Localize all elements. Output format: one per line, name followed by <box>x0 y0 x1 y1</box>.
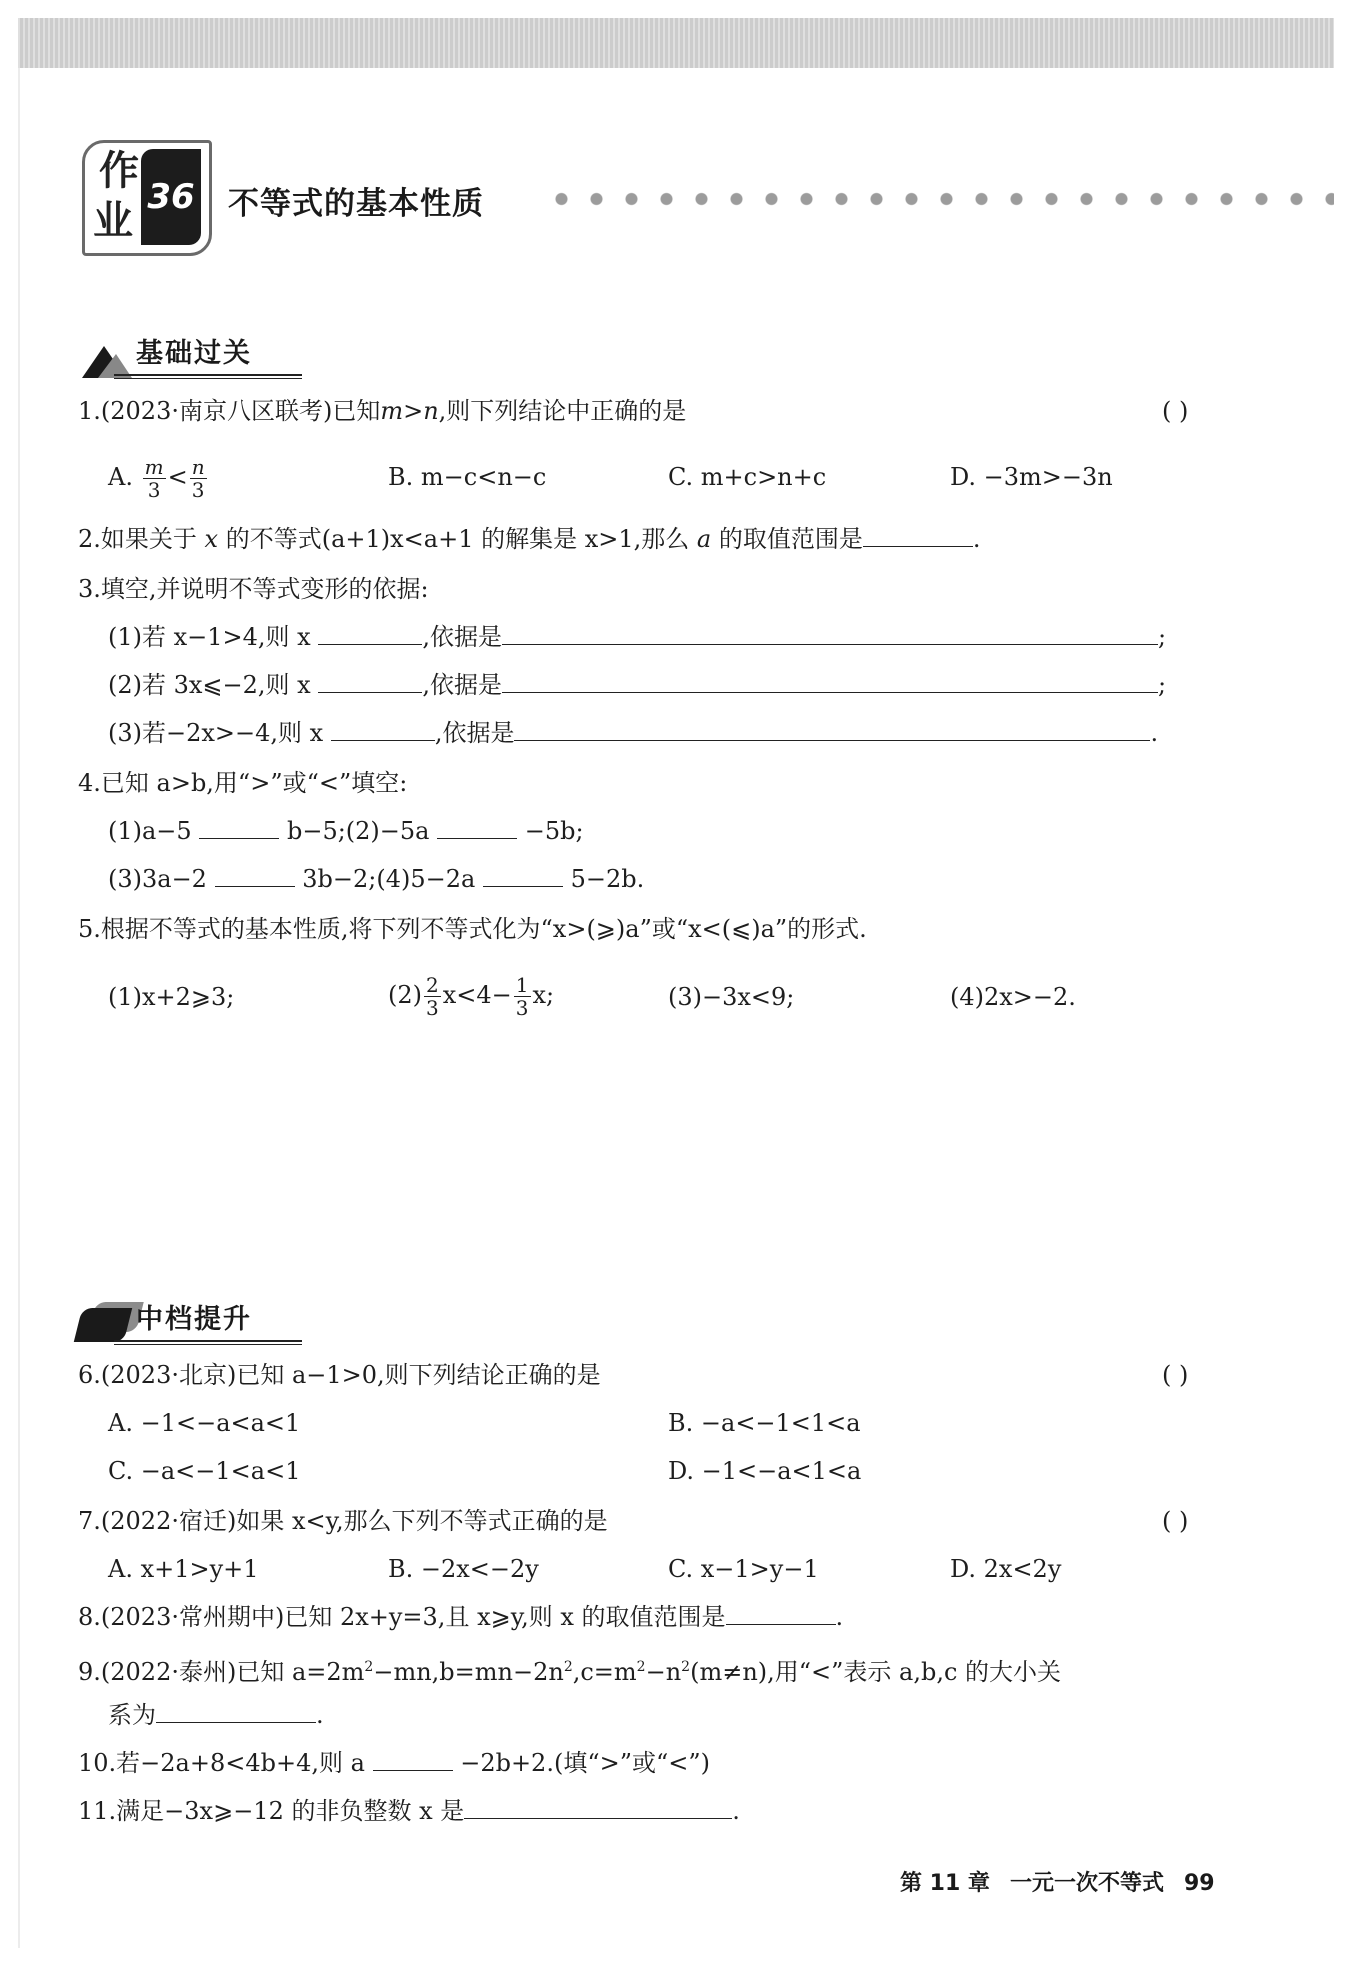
section-underline <box>114 374 302 376</box>
q10-text: −2b+2.(填“>”或“<”) <box>460 1749 710 1777</box>
denominator: 3 <box>147 478 161 502</box>
scan-top-band <box>18 18 1334 68</box>
question-5-stem: 5.根据不等式的基本性质,将下列不等式化为“x>(⩾)a”或“x<(⩽)a”的形式. <box>78 915 867 943</box>
answer-blank[interactable] <box>318 620 422 645</box>
q6-option-b: B. −a<−1<1<a <box>668 1409 861 1437</box>
question-9 <box>78 1650 1061 1689</box>
q11-text: 11.满足−3x⩾−12 的非负整数 x 是 <box>78 1797 465 1825</box>
q2-text: 的取值范围是 <box>718 525 863 553</box>
badge-number: 36 <box>141 149 201 245</box>
answer-blank[interactable] <box>373 1746 453 1771</box>
q1-option-b: B. m−c<n−c <box>388 463 547 491</box>
answer-blank[interactable] <box>215 862 295 887</box>
page-edge <box>18 68 20 1948</box>
q4-text: 5−2b. <box>570 865 645 893</box>
numerator: 2 <box>426 973 439 997</box>
chapter-title: 一元一次不等式 <box>1009 1871 1164 1896</box>
answer-blank[interactable] <box>483 862 563 887</box>
page-number: 99 <box>1183 1871 1215 1896</box>
q4-text: (3)3a−2 <box>108 865 207 893</box>
section-underline <box>114 1344 302 1345</box>
q2-text: 的不等式(a+1)x<a+1 的解集是 x>1,那么 <box>225 525 690 553</box>
punct: . <box>1150 719 1159 747</box>
period: . <box>972 525 981 553</box>
superscript: 2 <box>681 1659 691 1675</box>
variable-x: x <box>204 525 219 553</box>
q1-stem-tail: ,则下列结论中正确的是 <box>438 397 687 425</box>
punct: ; <box>1158 623 1167 651</box>
q3-basis: ,依据是 <box>434 719 515 747</box>
fraction <box>424 974 441 1019</box>
numerator: 1 <box>515 973 529 997</box>
q9-text: ,c=m <box>572 1658 637 1686</box>
section-underline <box>114 378 302 379</box>
q1-condition: m>n <box>380 397 439 425</box>
answer-blank[interactable] <box>726 1600 836 1625</box>
answer-blank[interactable] <box>464 1794 732 1819</box>
q5-part-4: (4)2x>−2. <box>950 983 1076 1011</box>
section-header-intermediate <box>78 1300 298 1346</box>
q7-option-d: D. 2x<2y <box>950 1555 1062 1583</box>
q9-text: (m≠n),用“<”表示 a,b,c 的大小关 <box>690 1658 1062 1686</box>
badge-char-top: 作 <box>99 148 139 194</box>
q7-option-b: B. −2x<−2y <box>388 1555 539 1583</box>
fraction <box>143 456 166 501</box>
section-underline <box>114 1340 302 1342</box>
period: . <box>732 1797 740 1825</box>
period: . <box>835 1603 844 1631</box>
section-header-basic <box>78 334 298 380</box>
q1-option-c: C. m+c>n+c <box>668 463 827 491</box>
q4-text: b−5;(2)−5a <box>286 817 430 845</box>
question-8 <box>78 1600 843 1634</box>
period: . <box>316 1701 324 1729</box>
q3-basis: ,依据是 <box>422 671 502 699</box>
q4-text: (1)a−5 <box>108 817 192 845</box>
q6-option-d: D. −1<−a<1<a <box>668 1457 862 1485</box>
answer-blank[interactable] <box>502 620 1158 645</box>
answer-paren: ( ) <box>1162 397 1189 425</box>
answer-blank[interactable] <box>437 814 517 839</box>
answer-blank[interactable] <box>199 814 279 839</box>
q10-text: 10.若−2a+8<4b+4,则 a <box>78 1749 365 1777</box>
dotted-divider <box>544 192 1334 206</box>
section-block-icon <box>74 1308 132 1342</box>
badge-char-bottom: 业 <box>93 198 133 244</box>
section-label: 中档提升 <box>136 1304 252 1335</box>
less-than: < <box>167 463 188 491</box>
question-10 <box>78 1746 710 1780</box>
superscript: 2 <box>563 1659 573 1675</box>
punct: ; <box>1158 671 1167 699</box>
q1-option-a <box>108 452 209 502</box>
q1-stem-text: 1.(2023·南京八区联考)已知 <box>78 397 381 425</box>
q4-text: −5b; <box>524 817 584 845</box>
denominator: 3 <box>191 478 205 502</box>
chapter-number: 第 11 章 <box>900 1871 990 1896</box>
answer-blank[interactable] <box>156 1698 316 1723</box>
page-title: 不等式的基本性质 <box>228 186 484 222</box>
numerator: m <box>144 455 164 479</box>
q4-text: 3b−2;(4)5−2a <box>302 865 476 893</box>
answer-paren: ( ) <box>1162 1361 1189 1389</box>
q6-option-c: C. −a<−1<a<1 <box>108 1457 301 1485</box>
answer-paren: ( ) <box>1162 1507 1189 1535</box>
fraction <box>190 456 207 501</box>
q8-text: 8.(2023·常州期中)已知 2x+y=3,且 x⩾y,则 x 的取值范围是 <box>78 1603 726 1631</box>
question-11 <box>78 1794 740 1828</box>
homework-badge <box>82 140 212 256</box>
q2-text: 2.如果关于 <box>78 525 197 553</box>
answer-blank[interactable] <box>863 522 973 547</box>
q5-text: (2) <box>388 981 422 1009</box>
q7-option-a: A. x+1>y+1 <box>108 1555 259 1583</box>
q3-text: (2)若 3x⩽−2,则 x <box>108 671 311 699</box>
section-label: 基础过关 <box>136 338 252 369</box>
denominator: 3 <box>515 996 529 1020</box>
q7-option-c: C. x−1>y−1 <box>668 1555 819 1583</box>
answer-blank[interactable] <box>502 668 1158 693</box>
q5-text: x<4− <box>442 981 512 1009</box>
answer-blank[interactable] <box>318 668 422 693</box>
question-7-stem: 7.(2022·宿迁)如果 x<y,那么下列不等式正确的是 <box>78 1507 608 1535</box>
question-1-stem <box>78 394 686 428</box>
q3-text: (3)若−2x>−4,则 x <box>108 719 324 747</box>
fraction <box>514 974 531 1019</box>
denominator: 3 <box>426 996 439 1020</box>
question-6-stem: 6.(2023·北京)已知 a−1>0,则下列结论正确的是 <box>78 1361 601 1389</box>
question-2 <box>78 522 981 556</box>
variable-a: a <box>696 525 712 553</box>
superscript: 2 <box>364 1659 374 1675</box>
q4-line-2 <box>108 862 644 896</box>
q9-text: 系为 <box>108 1701 156 1729</box>
q3-part-1 <box>108 620 1166 654</box>
question-3-stem: 3.填空,并说明不等式变形的依据: <box>78 575 429 603</box>
q5-part-2 <box>388 970 554 1020</box>
q3-text: (1)若 x−1>4,则 x <box>108 623 311 651</box>
q4-line-1 <box>108 814 584 848</box>
q6-option-a: A. −1<−a<a<1 <box>108 1409 301 1437</box>
answer-blank[interactable] <box>331 716 435 741</box>
q3-basis: ,依据是 <box>422 623 502 651</box>
q5-part-3: (3)−3x<9; <box>668 983 795 1011</box>
q3-part-2 <box>108 668 1166 702</box>
q9-text: −mn,b=mn−2n <box>373 1658 564 1686</box>
question-4-stem: 4.已知 a>b,用“>”或“<”填空: <box>78 769 408 797</box>
answer-blank[interactable] <box>514 716 1150 741</box>
q9-text: −n <box>645 1658 682 1686</box>
q1-option-d: D. −3m>−3n <box>950 463 1113 491</box>
q3-part-3 <box>108 716 1158 750</box>
option-label: A. <box>108 463 133 491</box>
q9-text: 9.(2022·泰州)已知 a=2m <box>78 1658 365 1686</box>
question-9-line-2 <box>108 1698 324 1732</box>
page-footer <box>900 1866 1215 1897</box>
q5-text: x; <box>532 981 555 1009</box>
q5-part-1: (1)x+2⩾3; <box>108 983 235 1011</box>
superscript: 2 <box>636 1659 646 1675</box>
numerator: n <box>191 455 205 479</box>
